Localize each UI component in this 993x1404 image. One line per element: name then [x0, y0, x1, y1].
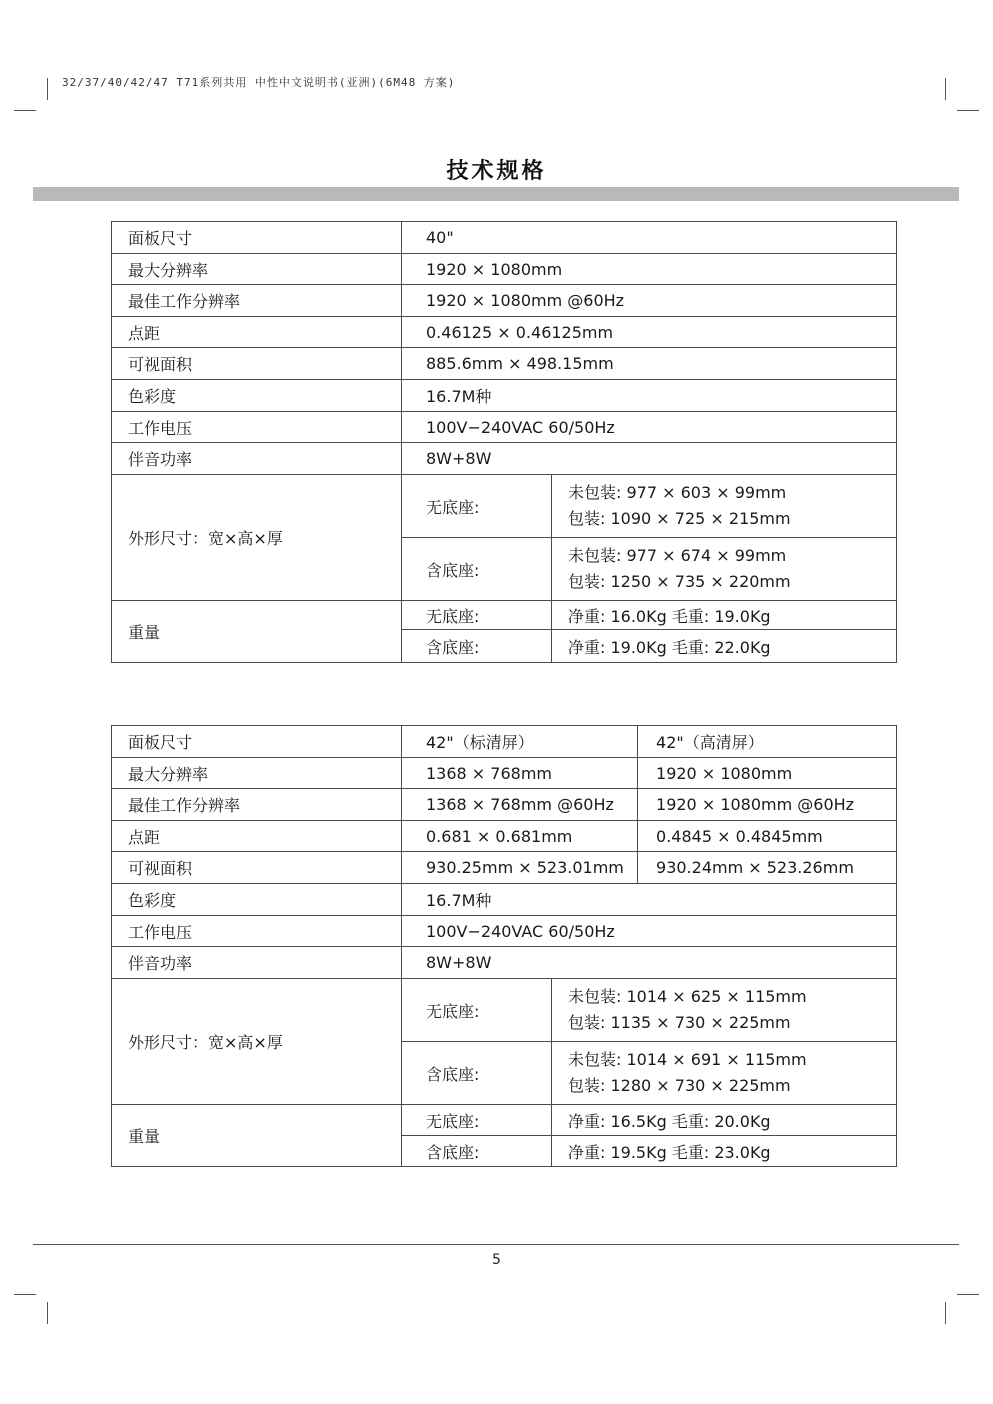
spec-label: 可视面积: [112, 852, 402, 884]
table-row: [112, 789, 897, 821]
table-row: [112, 254, 897, 285]
spec-label: 可视面积: [112, 348, 402, 380]
dimension-values: [552, 1042, 897, 1105]
spec-value-hd: 1920 × 1080mm: [638, 758, 897, 789]
document-header: 32/37/40/42/47 T71系列共用 中性中文说明书(亚洲)(6M48 方案): [62, 76, 456, 89]
spec-value-hd: 0.4845 × 0.4845mm: [638, 821, 897, 852]
spec-label: 工作电压: [112, 916, 402, 947]
crop-mark: [47, 78, 48, 100]
table-row: [112, 222, 897, 254]
spec-value-hd: 930.24mm × 523.26mm: [638, 852, 897, 884]
spec-label: 面板尺寸: [112, 726, 402, 758]
table-row: [112, 726, 897, 758]
table-row: [112, 443, 897, 475]
spec-value-hd: 42"（高清屏）: [638, 726, 897, 758]
table-row: [112, 884, 897, 916]
spec-value: 885.6mm × 498.15mm: [402, 348, 897, 380]
base-label: 无底座:: [402, 979, 552, 1042]
crop-mark: [957, 110, 979, 111]
table-row: [112, 916, 897, 947]
packed-dimension: 包装: 1135 × 730 × 225mm: [568, 1013, 791, 1032]
crop-mark: [14, 1294, 36, 1295]
footer-rule: [33, 1244, 959, 1245]
table-row: [112, 852, 897, 884]
spec-value: 8W+8W: [402, 947, 897, 979]
page-number: 5: [492, 1252, 501, 1268]
spec-label: 重量: [112, 601, 402, 663]
spec-value: 100V−240VAC 60/50Hz: [402, 916, 897, 947]
crop-mark: [14, 110, 36, 111]
spec-label: 伴音功率: [112, 947, 402, 979]
spec-label: 最佳工作分辨率: [112, 285, 402, 317]
spec-label: 工作电压: [112, 412, 402, 443]
unpacked-dimension: 未包装: 1014 × 691 × 115mm: [568, 1050, 807, 1069]
table-row: [112, 348, 897, 380]
spec-value: 40": [402, 222, 897, 254]
dimension-values: [552, 979, 897, 1042]
spec-label: 色彩度: [112, 380, 402, 412]
spec-value: 8W+8W: [402, 443, 897, 475]
page-title: 技术规格: [446, 159, 547, 184]
spec-value: 1920 × 1080mm: [402, 254, 897, 285]
table-row: [112, 380, 897, 412]
dimension-values: [552, 475, 897, 538]
spec-table-42: [111, 725, 897, 1167]
spec-value: 16.7M种: [402, 380, 897, 412]
spec-value-sd: 42"（标清屏）: [402, 726, 638, 758]
spec-value-sd: 1368 × 768mm: [402, 758, 638, 789]
spec-value-sd: 0.681 × 0.681mm: [402, 821, 638, 852]
weight-value: 净重: 16.0Kg 毛重: 19.0Kg: [552, 601, 897, 630]
spec-value: 1920 × 1080mm @60Hz: [402, 285, 897, 317]
unpacked-dimension: 未包装: 977 × 674 × 99mm: [568, 546, 787, 565]
spec-label: 最佳工作分辨率: [112, 789, 402, 821]
spec-label: 色彩度: [112, 884, 402, 916]
spec-label: 最大分辨率: [112, 758, 402, 789]
packed-dimension: 包装: 1090 × 725 × 215mm: [568, 509, 791, 528]
spec-value-sd: 1368 × 768mm @60Hz: [402, 789, 638, 821]
title-bar: [33, 187, 959, 201]
table-row: [112, 947, 897, 979]
crop-mark: [945, 78, 946, 100]
unpacked-dimension: 未包装: 1014 × 625 × 115mm: [568, 987, 807, 1006]
spec-label: 外形尺寸：宽×高×厚: [112, 475, 402, 601]
spec-label: 面板尺寸: [112, 222, 402, 254]
spec-label: 伴音功率: [112, 443, 402, 475]
crop-mark: [957, 1294, 979, 1295]
spec-label: 外形尺寸：宽×高×厚: [112, 979, 402, 1105]
spec-value: 0.46125 × 0.46125mm: [402, 317, 897, 348]
base-label: 无底座:: [402, 1105, 552, 1136]
table-row: [112, 979, 897, 1042]
base-label: 含底座:: [402, 630, 552, 663]
unpacked-dimension: 未包装: 977 × 603 × 99mm: [568, 483, 787, 502]
table-row: [112, 821, 897, 852]
packed-dimension: 包装: 1280 × 730 × 225mm: [568, 1076, 791, 1095]
base-label: 无底座:: [402, 475, 552, 538]
spec-value: 100V−240VAC 60/50Hz: [402, 412, 897, 443]
spec-label: 最大分辨率: [112, 254, 402, 285]
table-row: [112, 475, 897, 538]
dimension-values: [552, 538, 897, 601]
table-row: [112, 758, 897, 789]
spec-value-sd: 930.25mm × 523.01mm: [402, 852, 638, 884]
spec-label: 点距: [112, 317, 402, 348]
table-row: [112, 601, 897, 630]
weight-value: 净重: 19.0Kg 毛重: 22.0Kg: [552, 630, 897, 663]
packed-dimension: 包装: 1250 × 735 × 220mm: [568, 572, 791, 591]
weight-value: 净重: 19.5Kg 毛重: 23.0Kg: [552, 1136, 897, 1167]
crop-mark: [47, 1302, 48, 1324]
spec-label: 点距: [112, 821, 402, 852]
table-row: [112, 317, 897, 348]
base-label: 含底座:: [402, 538, 552, 601]
base-label: 含底座:: [402, 1136, 552, 1167]
table-row: [112, 1105, 897, 1136]
spec-value: 16.7M种: [402, 884, 897, 916]
table-row: [112, 412, 897, 443]
spec-label: 重量: [112, 1105, 402, 1167]
spec-table-40: [111, 221, 897, 663]
table-row: [112, 285, 897, 317]
base-label: 无底座:: [402, 601, 552, 630]
weight-value: 净重: 16.5Kg 毛重: 20.0Kg: [552, 1105, 897, 1136]
base-label: 含底座:: [402, 1042, 552, 1105]
crop-mark: [945, 1302, 946, 1324]
spec-value-hd: 1920 × 1080mm @60Hz: [638, 789, 897, 821]
